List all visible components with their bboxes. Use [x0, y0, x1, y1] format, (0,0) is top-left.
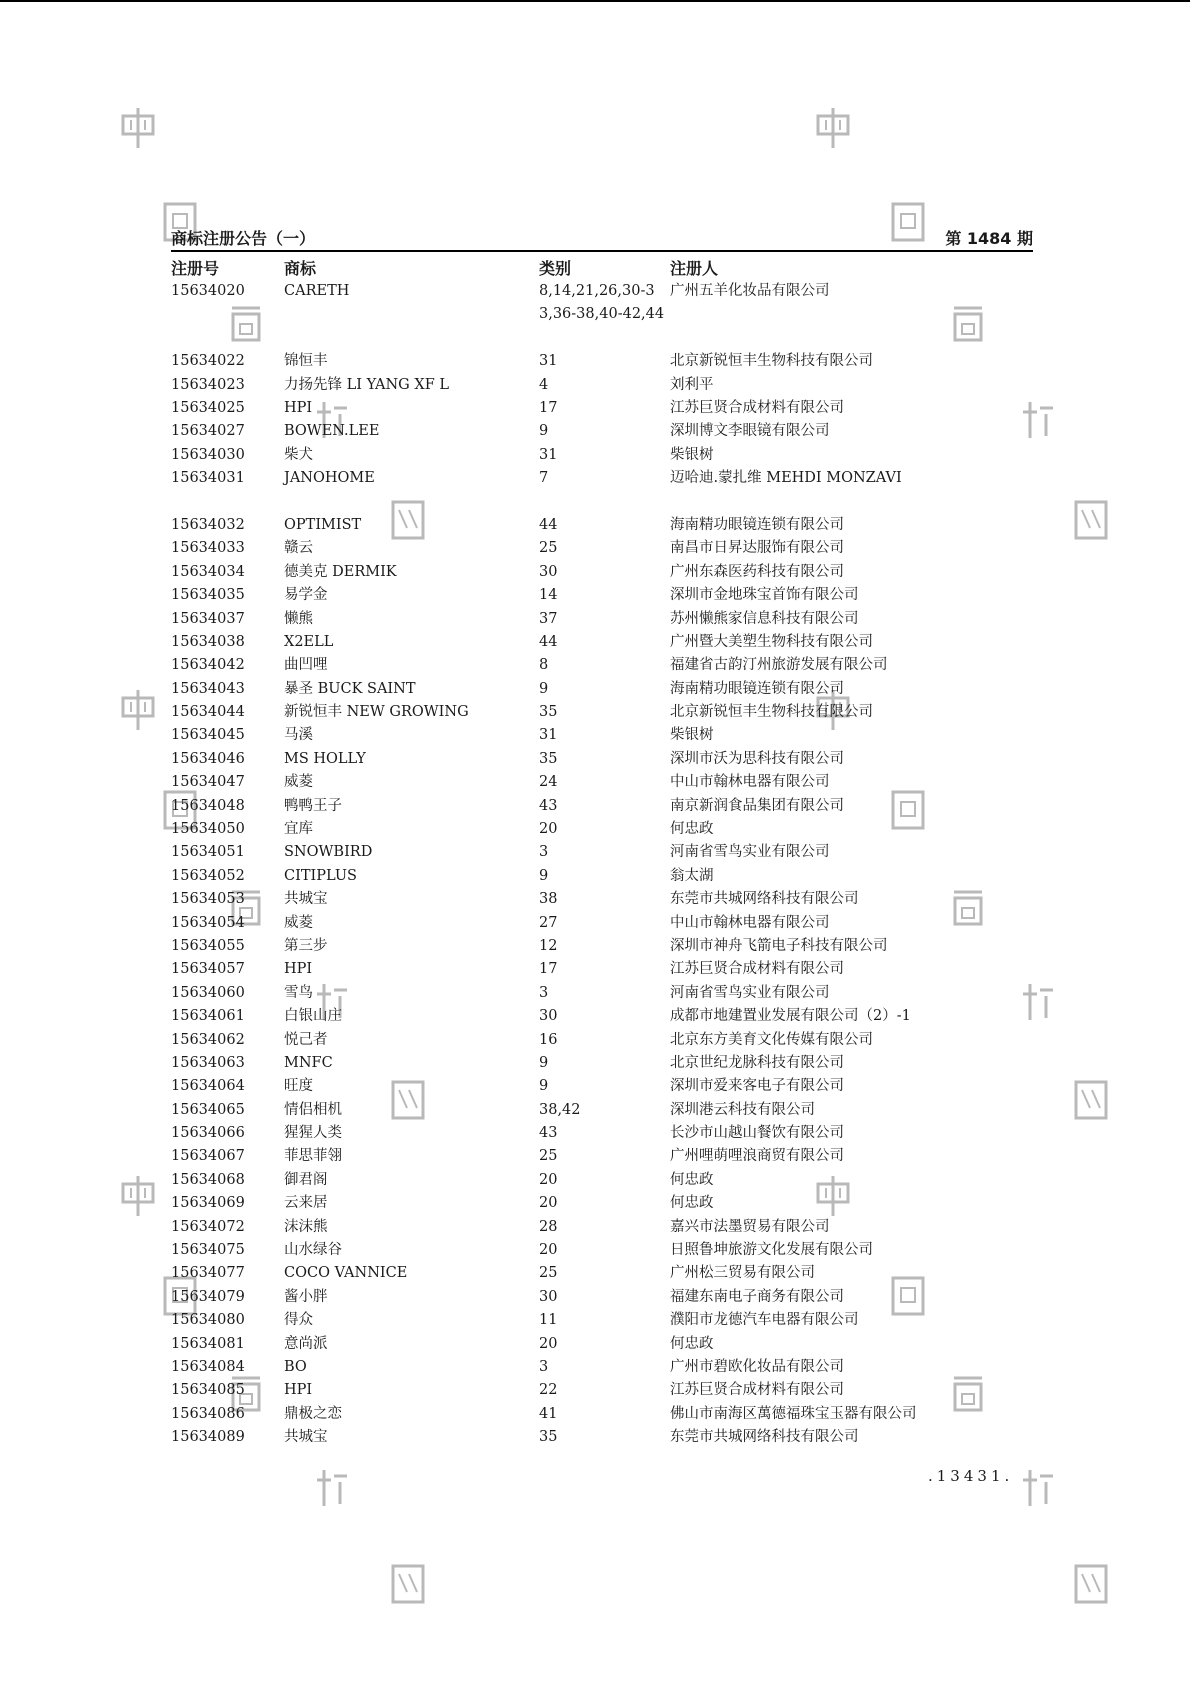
registrant-name: 东莞市共城网络科技有限公司 — [670, 1429, 859, 1446]
reg-number: 15634089 — [171, 1429, 245, 1446]
table-row — [171, 350, 1033, 373]
registrant-name: 河南省雪鸟实业有限公司 — [670, 984, 830, 1001]
table-row — [171, 935, 1033, 958]
reg-number: 15634069 — [171, 1195, 245, 1212]
trademark-name: 第三步 — [284, 937, 328, 954]
trademark-name: 鸭鸭王子 — [284, 797, 342, 814]
registrant-name: 深圳市金地珠宝首饰有限公司 — [670, 587, 859, 604]
registrant-name: 广州松三贸易有限公司 — [670, 1265, 815, 1282]
table-row — [171, 420, 1033, 443]
class-list: 17 — [539, 399, 558, 416]
col-registrant: 注册人 — [670, 259, 719, 278]
table-row — [171, 771, 1033, 794]
table-row — [171, 1309, 1033, 1332]
trademark-name: 德美克 DERMIK — [284, 563, 397, 580]
class-list: 43 — [539, 1125, 558, 1142]
registrant-name: 广州暨大美塑生物科技有限公司 — [670, 633, 873, 650]
class-list: 37 — [539, 610, 558, 627]
reg-number: 15634038 — [171, 633, 245, 650]
watermark-zhong-icon — [120, 688, 156, 732]
table-row — [171, 1379, 1033, 1402]
reg-number: 15634050 — [171, 821, 245, 838]
table-row — [171, 537, 1033, 560]
trademark-name: 锦恒丰 — [284, 353, 328, 370]
trademark-name: CARETH — [284, 283, 350, 299]
reg-number: 15634020 — [171, 283, 245, 299]
trademark-name: 共城宝 — [284, 1429, 328, 1446]
trademark-name: 猩猩人类 — [284, 1125, 342, 1142]
trademark-name: 宜库 — [284, 821, 313, 838]
table-row — [171, 912, 1033, 935]
registrant-name: 濮阳市龙德汽车电器有限公司 — [670, 1312, 859, 1329]
trademark-name: JANOHOME — [284, 470, 375, 487]
trademark-name: HPI — [284, 961, 313, 978]
registrant-name: 北京世纪龙脉科技有限公司 — [670, 1054, 844, 1071]
reg-number: 15634037 — [171, 610, 245, 627]
table-row — [171, 1216, 1033, 1239]
announcement-title: 商标注册公告（一） — [171, 229, 316, 248]
table-row — [171, 841, 1033, 864]
reg-number: 15634066 — [171, 1125, 245, 1142]
registrant-name: 苏州懒熊家信息科技有限公司 — [670, 610, 859, 627]
class-list: 41 — [539, 1405, 558, 1422]
trademark-name: 共城宝 — [284, 891, 328, 908]
class-list: 31 — [539, 446, 558, 463]
registrant-name: 江苏巨贤合成材料有限公司 — [670, 399, 844, 416]
reg-number: 15634057 — [171, 961, 245, 978]
class-list: 9 — [539, 1054, 549, 1071]
table-row — [171, 1005, 1033, 1028]
trademark-name: BO — [284, 1359, 307, 1375]
table-row — [171, 397, 1033, 420]
reg-number: 15634046 — [171, 750, 245, 767]
trademark-table — [171, 280, 1033, 1450]
table-row — [171, 748, 1033, 771]
reg-number: 15634068 — [171, 1171, 245, 1188]
class-list: 9 — [539, 867, 549, 884]
trademark-name: HPI — [284, 399, 313, 416]
trademark-name: 沫沫熊 — [284, 1218, 328, 1235]
reg-number: 15634044 — [171, 704, 245, 721]
table-row — [171, 1192, 1033, 1215]
reg-number: 15634025 — [171, 399, 245, 416]
class-list: 43 — [539, 797, 558, 814]
reg-number: 15634051 — [171, 844, 245, 861]
table-row — [171, 958, 1033, 981]
reg-number: 15634027 — [171, 423, 245, 440]
registrant-name: 深圳市爱来客电子有限公司 — [670, 1078, 844, 1095]
table-row — [171, 1333, 1033, 1356]
table-row — [171, 467, 1033, 514]
registrant-name: 南昌市日昇达服饰有限公司 — [670, 540, 844, 557]
registrant-name: 福建省古韵汀州旅游发展有限公司 — [670, 657, 888, 674]
trademark-name: 意尚派 — [284, 1335, 328, 1352]
registrant-name: 迈哈迪.蒙扎维 MEHDI MONZAVI — [670, 470, 902, 487]
class-list: 27 — [539, 914, 558, 931]
reg-number: 15634055 — [171, 937, 245, 954]
registrant-name: 海南精功眼镜连锁有限公司 — [670, 516, 844, 533]
trademark-name: 威菱 — [284, 914, 313, 931]
table-row — [171, 701, 1033, 724]
registrant-name: 何忠政 — [670, 821, 714, 838]
trademark-name: 新锐恒丰 NEW GROWING — [284, 704, 469, 721]
class-list: 38 — [539, 891, 558, 908]
trademark-name: 曲凹哩 — [284, 657, 328, 674]
registrant-name: 广州哩萌哩浪商贸有限公司 — [670, 1148, 844, 1165]
watermark-biao-icon — [314, 1466, 350, 1510]
registrant-name: 嘉兴市法墨贸易有限公司 — [670, 1218, 830, 1235]
registrant-name: 成都市地建置业发展有限公司（2）-1 — [670, 1008, 911, 1025]
class-list: 25 — [539, 540, 558, 557]
trademark-name: 马溪 — [284, 727, 313, 744]
class-list: 3 — [539, 984, 549, 1001]
registrant-name: 福建东南电子商务有限公司 — [670, 1288, 844, 1305]
table-row — [171, 1029, 1033, 1052]
registrant-name: 中山市翰林电器有限公司 — [670, 774, 830, 791]
trademark-name: 酱小胖 — [284, 1288, 328, 1305]
trademark-name: OPTIMIST — [284, 516, 362, 533]
reg-number: 15634047 — [171, 774, 245, 791]
table-row — [171, 795, 1033, 818]
trademark-name: 云来居 — [284, 1195, 328, 1212]
reg-number: 15634075 — [171, 1242, 245, 1259]
trademark-name: CITIPLUS — [284, 867, 357, 884]
col-reg-no: 注册号 — [171, 259, 220, 278]
class-list: 24 — [539, 774, 558, 791]
col-mark: 商标 — [284, 259, 317, 278]
trademark-name: 情侣相机 — [284, 1101, 342, 1118]
class-list: 9 — [539, 423, 549, 440]
reg-number: 15634034 — [171, 563, 245, 580]
trademark-name: 御君阁 — [284, 1171, 328, 1188]
class-list: 20 — [539, 821, 558, 838]
reg-number: 15634054 — [171, 914, 245, 931]
table-row — [171, 1169, 1033, 1192]
class-list: 25 — [539, 1265, 558, 1282]
table-row — [171, 631, 1033, 654]
registrant-name: 刘利平 — [670, 376, 714, 393]
reg-number: 15634081 — [171, 1335, 245, 1352]
registrant-name: 柴银树 — [670, 446, 714, 463]
class-list: 25 — [539, 1148, 558, 1165]
registrant-name: 广州东森医药科技有限公司 — [670, 563, 844, 580]
trademark-name: X2ELL — [284, 633, 334, 650]
trademark-name: 山水绿谷 — [284, 1242, 342, 1259]
registrant-name: 江苏巨贤合成材料有限公司 — [670, 961, 844, 978]
table-row — [171, 982, 1033, 1005]
table-header — [171, 256, 1033, 280]
registrant-name: 深圳港云科技有限公司 — [670, 1101, 815, 1118]
trademark-name: 旺度 — [284, 1078, 313, 1095]
table-row — [171, 1075, 1033, 1098]
class-list: 8 — [539, 657, 549, 674]
class-list: 31 — [539, 727, 558, 744]
class-list: 7 — [539, 470, 549, 487]
watermark-zhong-icon — [815, 106, 851, 150]
class-list: 35 — [539, 1429, 558, 1446]
registrant-name: 河南省雪鸟实业有限公司 — [670, 844, 830, 861]
registrant-name: 长沙市山越山餐饮有限公司 — [670, 1125, 844, 1142]
registrant-name: 佛山市南海区萬德福珠宝玉器有限公司 — [670, 1405, 917, 1422]
registrant-name: 深圳市沃为思科技有限公司 — [670, 750, 844, 767]
reg-number: 15634062 — [171, 1031, 245, 1048]
class-list: 3 — [539, 1359, 549, 1375]
class-list: 30 — [539, 1008, 558, 1025]
reg-number: 15634043 — [171, 680, 245, 697]
registrant-name: 江苏巨贤合成材料有限公司 — [670, 1382, 844, 1399]
reg-number: 15634085 — [171, 1382, 245, 1399]
class-list: 30 — [539, 563, 558, 580]
class-list: 30 — [539, 1288, 558, 1305]
registrant-name: 翁太湖 — [670, 867, 714, 884]
reg-number: 15634035 — [171, 587, 245, 604]
trademark-name: COCO VANNICE — [284, 1265, 408, 1282]
class-list: 35 — [539, 750, 558, 767]
table-row — [171, 584, 1033, 607]
trademark-name: 懒熊 — [284, 610, 313, 627]
registrant-name: 广州市碧欧化妆品有限公司 — [670, 1359, 844, 1375]
table-row — [171, 1356, 1033, 1379]
table-row — [171, 1239, 1033, 1262]
trademark-name: 柴犬 — [284, 446, 313, 463]
class-list: 11 — [539, 1312, 558, 1329]
class-list: 3 — [539, 844, 549, 861]
table-row — [171, 1262, 1033, 1285]
registrant-name: 北京新锐恒丰生物科技有限公司 — [670, 704, 873, 721]
watermark-biao-icon — [1020, 1466, 1056, 1510]
class-list: 9 — [539, 680, 549, 697]
registrant-name: 南京新润食品集团有限公司 — [670, 797, 844, 814]
class-list: 20 — [539, 1171, 558, 1188]
class-list: 9 — [539, 1078, 549, 1095]
table-row — [171, 865, 1033, 888]
watermark-wang-icon — [390, 1562, 426, 1606]
class-list: 20 — [539, 1242, 558, 1259]
page-header — [171, 224, 1033, 252]
reg-number: 15634072 — [171, 1218, 245, 1235]
table-row — [171, 561, 1033, 584]
reg-number: 15634067 — [171, 1148, 245, 1165]
reg-number: 15634086 — [171, 1405, 245, 1422]
reg-number: 15634030 — [171, 446, 245, 463]
watermark-wang-icon — [1073, 1562, 1109, 1606]
reg-number: 15634079 — [171, 1288, 245, 1305]
registrant-name: 北京东方美育文化传媒有限公司 — [670, 1031, 873, 1048]
class-list: 14 — [539, 587, 558, 604]
table-row — [171, 1122, 1033, 1145]
reg-number: 15634045 — [171, 727, 245, 744]
reg-number: 15634063 — [171, 1054, 245, 1071]
reg-number: 15634022 — [171, 353, 245, 370]
registrant-name: 深圳市神舟飞箭电子科技有限公司 — [670, 937, 888, 954]
trademark-name: 菲思菲翎 — [284, 1148, 342, 1165]
table-row — [171, 1145, 1033, 1168]
reg-number: 15634080 — [171, 1312, 245, 1329]
registrant-name: 何忠政 — [670, 1195, 714, 1212]
registrant-name: 海南精功眼镜连锁有限公司 — [670, 680, 844, 697]
trademark-name: 威菱 — [284, 774, 313, 791]
reg-number: 15634084 — [171, 1359, 245, 1375]
reg-number: 15634033 — [171, 540, 245, 557]
reg-number: 15634042 — [171, 657, 245, 674]
registrant-name: 何忠政 — [670, 1335, 714, 1352]
class-list: 16 — [539, 1031, 558, 1048]
trademark-name: MS HOLLY — [284, 750, 366, 767]
trademark-name: 雪鸟 — [284, 984, 313, 1001]
col-classes: 类别 — [539, 259, 572, 278]
registrant-name: 中山市翰林电器有限公司 — [670, 914, 830, 931]
reg-number: 15634052 — [171, 867, 245, 884]
class-list: 44 — [539, 633, 558, 650]
reg-number: 15634060 — [171, 984, 245, 1001]
table-row — [171, 514, 1033, 537]
table-row — [171, 1052, 1033, 1075]
table-row — [171, 654, 1033, 677]
issue-number: 第 1484 期 — [945, 229, 1033, 248]
registrant-name: 深圳博文李眼镜有限公司 — [670, 423, 830, 440]
reg-number: 15634061 — [171, 1008, 245, 1025]
reg-number: 15634064 — [171, 1078, 245, 1095]
class-list: 20 — [539, 1195, 558, 1212]
table-row — [171, 280, 1033, 350]
trademark-name: SNOWBIRD — [284, 844, 373, 861]
trademark-name: 得众 — [284, 1312, 313, 1329]
reg-number: 15634032 — [171, 516, 245, 533]
watermark-wang-icon — [1073, 1078, 1109, 1122]
registrant-name: 广州五羊化妆品有限公司 — [670, 283, 830, 299]
class-list: 12 — [539, 937, 558, 954]
table-row — [171, 678, 1033, 701]
trademark-name: 白银山庄 — [284, 1008, 342, 1025]
registrant-name: 日照鲁坤旅游文化发展有限公司 — [670, 1242, 873, 1259]
class-list: 22 — [539, 1382, 558, 1399]
registrant-name: 北京新锐恒丰生物科技有限公司 — [670, 353, 873, 370]
class-list: 44 — [539, 516, 558, 533]
reg-number: 15634053 — [171, 891, 245, 908]
watermark-zhong-icon — [120, 1174, 156, 1218]
reg-number: 15634031 — [171, 470, 245, 487]
class-list: 31 — [539, 353, 558, 370]
page-number: .13431. — [928, 1467, 1014, 1485]
class-list: 20 — [539, 1335, 558, 1352]
class-list: 4 — [539, 376, 549, 393]
class-list: 38,42 — [539, 1101, 581, 1118]
trademark-name: HPI — [284, 1382, 313, 1399]
table-row — [171, 724, 1033, 747]
table-row — [171, 374, 1033, 397]
registrant-name: 柴银树 — [670, 727, 714, 744]
trademark-name: 力扬先锋 LI YANG XF L — [284, 376, 449, 393]
class-list: 28 — [539, 1218, 558, 1235]
class-list: 35 — [539, 704, 558, 721]
trademark-name: 鼎极之恋 — [284, 1405, 342, 1422]
reg-number: 15634065 — [171, 1101, 245, 1118]
class-list: 17 — [539, 961, 558, 978]
trademark-name: 暴圣 BUCK SAINT — [284, 680, 416, 697]
table-row — [171, 1403, 1033, 1426]
table-row — [171, 444, 1033, 467]
top-border — [0, 0, 1190, 2]
reg-number: 15634048 — [171, 797, 245, 814]
registrant-name: 何忠政 — [670, 1171, 714, 1188]
trademark-name: 易学金 — [284, 587, 328, 604]
registrant-name: 东莞市共城网络科技有限公司 — [670, 891, 859, 908]
reg-number: 15634077 — [171, 1265, 245, 1282]
table-row — [171, 818, 1033, 841]
table-row — [171, 1286, 1033, 1309]
class-list: 8,14,21,26,30-33,36-38,40-42,44 — [539, 283, 665, 323]
table-row — [171, 888, 1033, 911]
reg-number: 15634023 — [171, 376, 245, 393]
trademark-name: MNFC — [284, 1054, 333, 1071]
trademark-name: 悦己者 — [284, 1031, 328, 1048]
table-row — [171, 608, 1033, 631]
watermark-wang-icon — [1073, 498, 1109, 542]
table-row — [171, 1099, 1033, 1122]
table-row — [171, 1426, 1033, 1449]
watermark-zhong-icon — [120, 106, 156, 150]
trademark-name: BOWEN.LEE — [284, 423, 380, 440]
trademark-name: 赣云 — [284, 540, 313, 557]
